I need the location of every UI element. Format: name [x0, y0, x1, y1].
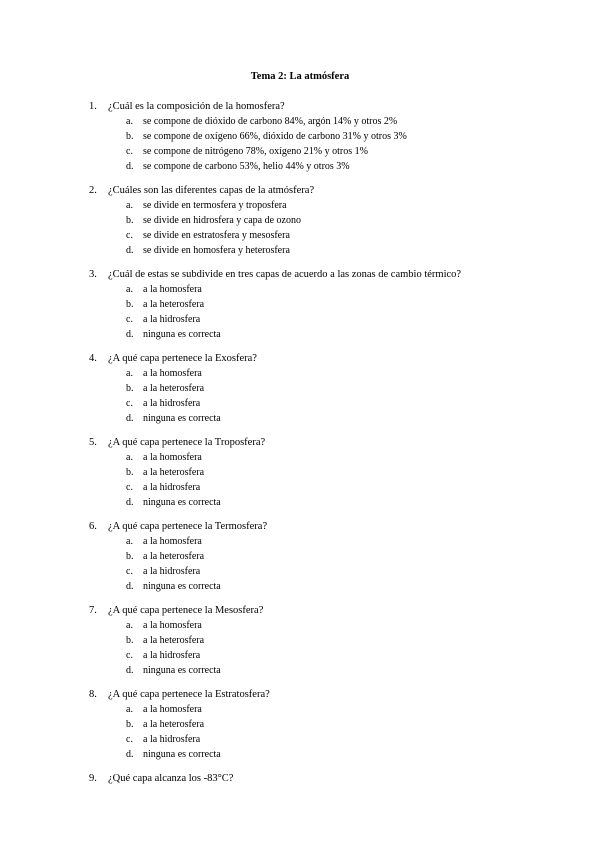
option-letter: d. — [126, 245, 134, 256]
option-text: se divide en termosfera y troposfera — [143, 200, 287, 211]
option-text: se compone de dióxido de carbono 84%, argón 14% y otros 2% — [143, 116, 398, 127]
page-title: Tema 2: La atmósfera — [250, 71, 350, 82]
question-line — [0, 519, 600, 534]
option-letter: c. — [126, 734, 133, 745]
question-item — [0, 435, 600, 510]
option-letter: b. — [126, 383, 134, 394]
option-list — [0, 534, 600, 594]
question-number: 4. — [89, 353, 97, 364]
question-number: 5. — [89, 437, 97, 448]
answer-option — [0, 243, 600, 258]
option-letter: d. — [126, 329, 134, 340]
option-letter: c. — [126, 566, 133, 577]
question-line — [0, 267, 600, 282]
option-text: a la heterosfera — [143, 551, 205, 562]
question-text: ¿Cuál es la composición de la homosfera? — [108, 101, 285, 112]
option-letter: a. — [126, 620, 133, 631]
answer-option — [0, 198, 600, 213]
answer-option — [0, 465, 600, 480]
option-letter: a. — [126, 200, 133, 211]
option-text: a la hidrosfera — [143, 566, 201, 577]
question-number: 8. — [89, 689, 97, 700]
answer-option — [0, 213, 600, 228]
answer-option — [0, 282, 600, 297]
option-text: se divide en hidrosfera y capa de ozono — [143, 215, 301, 226]
question-line — [0, 687, 600, 702]
option-letter: a. — [126, 116, 133, 127]
question-number: 7. — [89, 605, 97, 616]
option-letter: b. — [126, 635, 134, 646]
answer-option — [0, 114, 600, 129]
answer-option — [0, 327, 600, 342]
question-item — [0, 267, 600, 342]
option-list — [0, 618, 600, 678]
answer-option — [0, 633, 600, 648]
option-text: ninguna es correcta — [143, 413, 221, 424]
answer-option — [0, 411, 600, 426]
question-item — [0, 771, 600, 786]
question-number: 3. — [89, 269, 97, 280]
option-text: ninguna es correcta — [143, 749, 221, 760]
option-text: se divide en homosfera y heterosfera — [143, 245, 290, 256]
answer-option — [0, 648, 600, 663]
answer-option — [0, 495, 600, 510]
option-text: a la hidrosfera — [143, 314, 201, 325]
option-text: a la homosfera — [143, 368, 202, 379]
option-text: a la heterosfera — [143, 719, 205, 730]
question-line — [0, 435, 600, 450]
option-letter: c. — [126, 314, 133, 325]
answer-option — [0, 702, 600, 717]
option-letter: a. — [126, 368, 133, 379]
option-letter: a. — [126, 452, 133, 463]
question-text: ¿Cuáles son las diferentes capas de la atmósfera? — [108, 185, 315, 196]
option-letter: b. — [126, 551, 134, 562]
option-letter: a. — [126, 704, 133, 715]
question-number: 6. — [89, 521, 97, 532]
option-text: a la hidrosfera — [143, 398, 201, 409]
answer-option — [0, 312, 600, 327]
option-list — [0, 114, 600, 174]
answer-option — [0, 396, 600, 411]
option-text: se compone de oxígeno 66%, dióxido de carbono 31% y otros 3% — [143, 131, 407, 142]
question-item — [0, 687, 600, 762]
option-letter: d. — [126, 161, 134, 172]
question-text: ¿A qué capa pertenece la Estratosfera? — [108, 689, 270, 700]
option-text: ninguna es correcta — [143, 497, 221, 508]
question-text: ¿Qué capa alcanza los -83°C? — [108, 773, 234, 784]
option-letter: b. — [126, 467, 134, 478]
option-text: a la heterosfera — [143, 635, 205, 646]
answer-option — [0, 366, 600, 381]
option-text: a la heterosfera — [143, 383, 205, 394]
option-text: se compone de carbono 53%, helio 44% y otros 3% — [143, 161, 350, 172]
question-number: 2. — [89, 185, 97, 196]
question-item — [0, 351, 600, 426]
question-text: ¿Cuál de estas se subdivide en tres capas de acuerdo a las zonas de cambio térmico? — [108, 269, 462, 280]
answer-option — [0, 534, 600, 549]
question-number: 1. — [89, 101, 97, 112]
question-text: ¿A qué capa pertenece la Termosfera? — [108, 521, 268, 532]
question-list — [0, 99, 600, 795]
option-letter: d. — [126, 497, 134, 508]
option-text: ninguna es correcta — [143, 581, 221, 592]
option-list — [0, 702, 600, 762]
question-text: ¿A qué capa pertenece la Troposfera? — [108, 437, 266, 448]
question-line — [0, 771, 600, 786]
option-letter: b. — [126, 215, 134, 226]
answer-option — [0, 564, 600, 579]
option-text: a la homosfera — [143, 704, 202, 715]
option-letter: d. — [126, 749, 134, 760]
answer-option — [0, 159, 600, 174]
option-letter: d. — [126, 413, 134, 424]
option-list — [0, 282, 600, 342]
question-line — [0, 99, 600, 114]
option-letter: d. — [126, 581, 134, 592]
answer-option — [0, 618, 600, 633]
option-letter: c. — [126, 398, 133, 409]
option-text: a la hidrosfera — [143, 482, 201, 493]
question-text: ¿A qué capa pertenece la Mesosfera? — [108, 605, 264, 616]
question-line — [0, 183, 600, 198]
option-text: ninguna es correcta — [143, 329, 221, 340]
answer-option — [0, 144, 600, 159]
option-letter: c. — [126, 650, 133, 661]
option-letter: d. — [126, 665, 134, 676]
answer-option — [0, 732, 600, 747]
option-list — [0, 450, 600, 510]
question-line — [0, 351, 600, 366]
option-text: se compone de nitrógeno 78%, oxígeno 21% y otros 1% — [143, 146, 368, 157]
answer-option — [0, 228, 600, 243]
option-letter: b. — [126, 299, 134, 310]
answer-option — [0, 297, 600, 312]
answer-option — [0, 450, 600, 465]
option-text: a la heterosfera — [143, 299, 205, 310]
option-text: a la heterosfera — [143, 467, 205, 478]
option-letter: c. — [126, 230, 133, 241]
question-item — [0, 519, 600, 594]
option-letter: a. — [126, 284, 133, 295]
option-letter: b. — [126, 131, 134, 142]
answer-option — [0, 549, 600, 564]
answer-option — [0, 663, 600, 678]
answer-option — [0, 717, 600, 732]
option-letter: c. — [126, 482, 133, 493]
answer-option — [0, 747, 600, 762]
option-letter: c. — [126, 146, 133, 157]
answer-option — [0, 579, 600, 594]
question-item — [0, 183, 600, 258]
option-text: a la homosfera — [143, 452, 202, 463]
answer-option — [0, 381, 600, 396]
question-line — [0, 603, 600, 618]
option-text: ninguna es correcta — [143, 665, 221, 676]
answer-option — [0, 480, 600, 495]
option-text: a la homosfera — [143, 620, 202, 631]
question-item — [0, 99, 600, 174]
option-letter: b. — [126, 719, 134, 730]
option-text: se divide en estratosfera y mesosfera — [143, 230, 290, 241]
question-number: 9. — [89, 773, 97, 784]
question-text: ¿A qué capa pertenece la Exosfera? — [108, 353, 257, 364]
option-letter: a. — [126, 536, 133, 547]
option-text: a la homosfera — [143, 536, 202, 547]
option-text: a la hidrosfera — [143, 734, 201, 745]
option-list — [0, 198, 600, 258]
question-item — [0, 603, 600, 678]
answer-option — [0, 129, 600, 144]
option-text: a la hidrosfera — [143, 650, 201, 661]
option-list — [0, 366, 600, 426]
option-text: a la homosfera — [143, 284, 202, 295]
